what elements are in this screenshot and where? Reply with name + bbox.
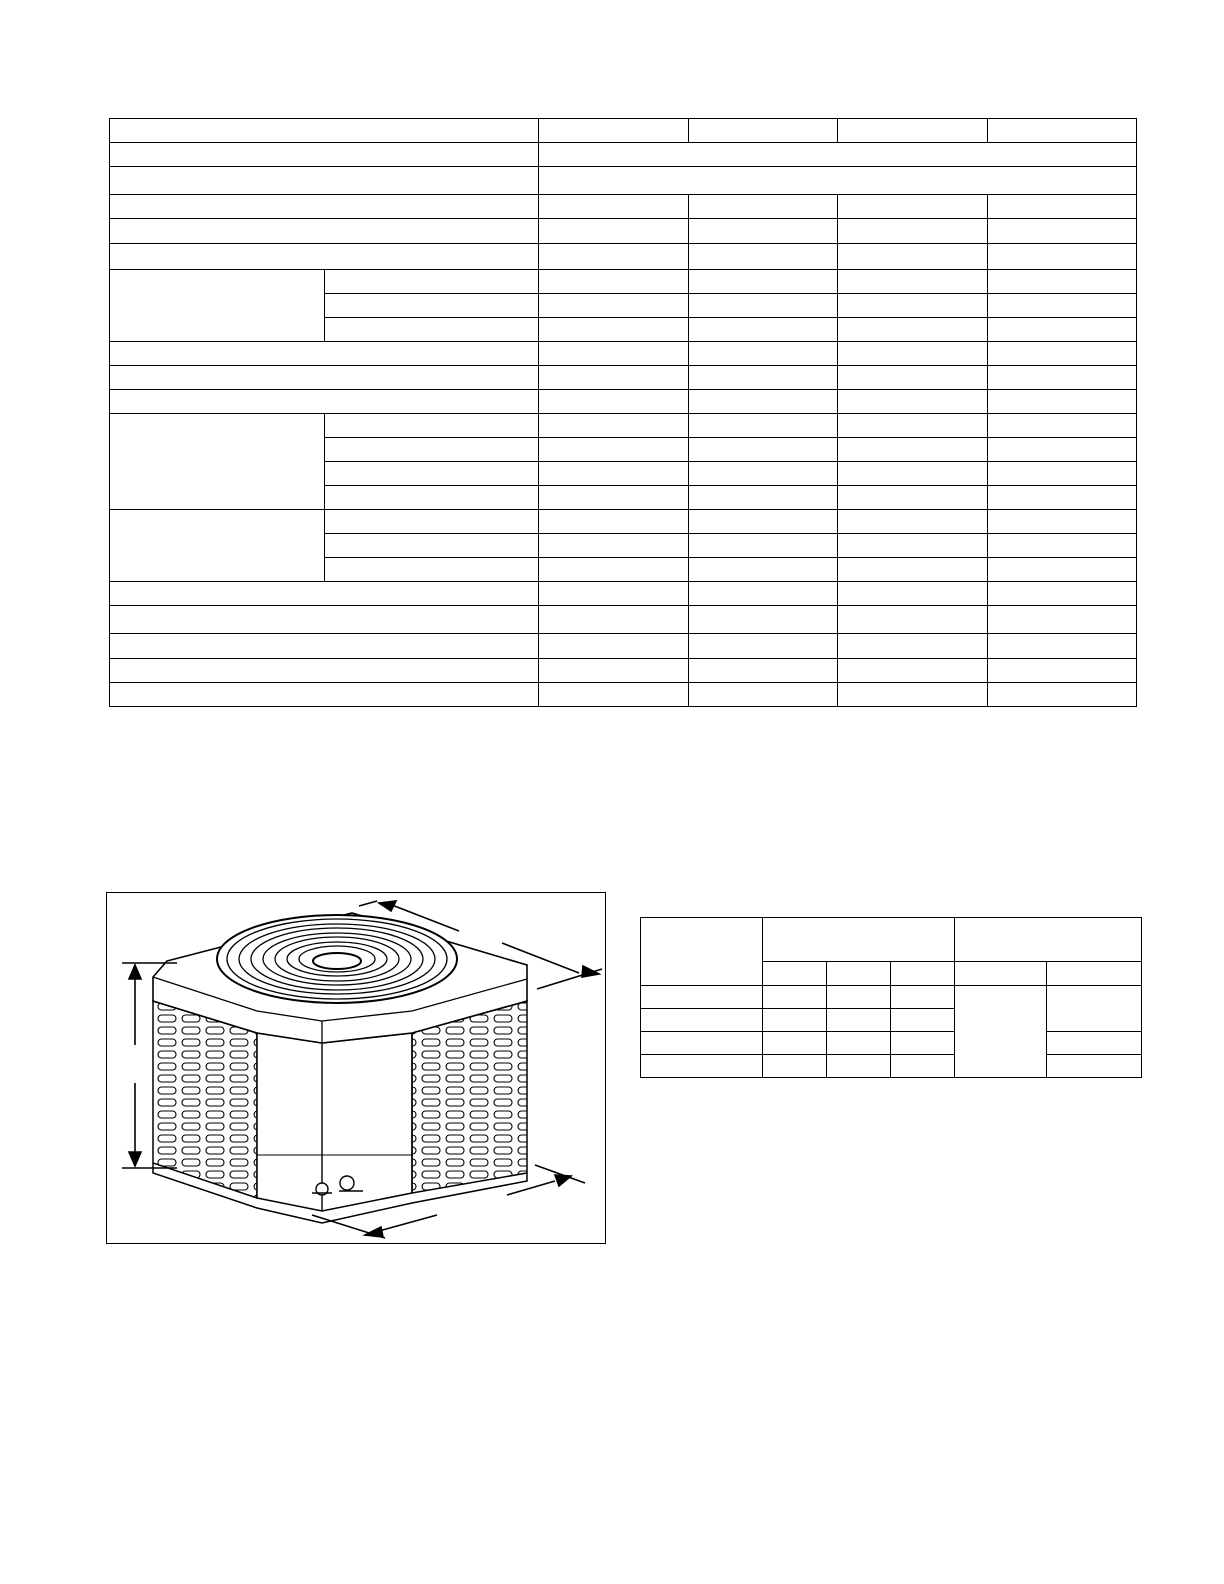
table-cell xyxy=(539,558,688,582)
table-cell xyxy=(110,390,539,414)
table-row xyxy=(110,342,1137,366)
table-cell xyxy=(987,438,1136,462)
table-row xyxy=(110,390,1137,414)
table-cell xyxy=(827,1055,891,1078)
table-cell xyxy=(987,510,1136,534)
table-cell xyxy=(891,1009,955,1032)
table-cell xyxy=(838,659,987,683)
table-cell xyxy=(688,659,837,683)
table-cell xyxy=(688,195,837,219)
specifications-table xyxy=(109,118,1137,707)
table-cell xyxy=(110,683,539,707)
table-cell xyxy=(688,558,837,582)
table-cell xyxy=(110,167,539,195)
table-cell xyxy=(955,986,1047,1078)
table-cell xyxy=(110,244,539,270)
table-cell xyxy=(539,414,688,438)
table-cell xyxy=(838,438,987,462)
table-cell xyxy=(110,342,539,366)
table-subheader-cell xyxy=(891,962,955,986)
table-cell xyxy=(539,534,688,558)
table-header-cell xyxy=(539,119,688,143)
table-header-cell xyxy=(688,119,837,143)
table-cell xyxy=(688,438,837,462)
table-cell xyxy=(324,558,539,582)
table-cell xyxy=(324,294,539,318)
table-cell xyxy=(110,582,539,606)
table-row xyxy=(110,582,1137,606)
table-row xyxy=(641,1055,1142,1078)
table-cell xyxy=(838,342,987,366)
table-cell xyxy=(539,606,688,634)
table-cell xyxy=(688,342,837,366)
table-cell xyxy=(110,634,539,659)
table-cell xyxy=(539,390,688,414)
table-cell xyxy=(539,634,688,659)
table-cell xyxy=(641,1055,763,1078)
table-cell xyxy=(688,366,837,390)
table-cell xyxy=(987,318,1136,342)
table-row xyxy=(641,918,1142,962)
table-cell xyxy=(838,195,987,219)
table-cell xyxy=(827,1009,891,1032)
table-cell xyxy=(324,318,539,342)
table-row xyxy=(110,119,1137,143)
table-header-cell xyxy=(763,918,955,962)
table-cell xyxy=(838,390,987,414)
table-cell xyxy=(641,1032,763,1055)
table-cell xyxy=(641,1009,763,1032)
table-cell xyxy=(891,986,955,1009)
table-cell xyxy=(827,1032,891,1055)
table-cell xyxy=(838,294,987,318)
outdoor-condenser-unit-illustration-icon xyxy=(107,893,607,1245)
table-cell xyxy=(987,634,1136,659)
table-cell xyxy=(838,462,987,486)
table-cell xyxy=(688,294,837,318)
table-cell xyxy=(688,486,837,510)
table-cell xyxy=(688,634,837,659)
table-subheader-cell xyxy=(763,962,827,986)
table-cell xyxy=(827,986,891,1009)
table-cell xyxy=(539,270,688,294)
unit-figure xyxy=(106,892,606,1244)
table-cell xyxy=(688,414,837,438)
table-cell xyxy=(539,510,688,534)
table-row xyxy=(110,683,1137,707)
table-cell xyxy=(987,486,1136,510)
table-cell xyxy=(641,986,763,1009)
table-cell xyxy=(987,462,1136,486)
table-row xyxy=(110,606,1137,634)
table-cell xyxy=(324,534,539,558)
table-cell xyxy=(110,219,539,244)
table-cell xyxy=(539,244,688,270)
table-cell xyxy=(987,534,1136,558)
table-cell xyxy=(110,143,539,167)
table-row xyxy=(110,510,1137,534)
table-cell xyxy=(688,318,837,342)
table-subheader-cell xyxy=(827,962,891,986)
table-cell xyxy=(539,438,688,462)
table-cell xyxy=(539,683,688,707)
table-cell xyxy=(987,270,1136,294)
table-row xyxy=(110,244,1137,270)
table-cell xyxy=(688,606,837,634)
table-cell xyxy=(539,318,688,342)
table-cell xyxy=(838,634,987,659)
table-cell xyxy=(110,659,539,683)
table-cell xyxy=(838,582,987,606)
table-cell xyxy=(987,294,1136,318)
table-group-cell xyxy=(110,510,325,582)
table-cell xyxy=(838,510,987,534)
table-cell xyxy=(891,1032,955,1055)
table-subheader-cell xyxy=(955,962,1047,986)
table-cell xyxy=(838,244,987,270)
table-cell xyxy=(539,582,688,606)
table-cell xyxy=(838,366,987,390)
table-cell xyxy=(539,486,688,510)
table-group-cell xyxy=(110,270,325,342)
table-cell xyxy=(838,414,987,438)
table-row xyxy=(110,167,1137,195)
table-cell xyxy=(838,219,987,244)
table-cell xyxy=(539,219,688,244)
table-cell xyxy=(987,558,1136,582)
table-cell xyxy=(688,219,837,244)
table-cell xyxy=(688,462,837,486)
table-cell xyxy=(688,534,837,558)
table-cell xyxy=(324,438,539,462)
table-cell xyxy=(987,414,1136,438)
table-cell xyxy=(539,366,688,390)
table-cell xyxy=(539,294,688,318)
table-header-cell xyxy=(955,918,1142,962)
table-cell xyxy=(987,219,1136,244)
table-header-cell xyxy=(838,119,987,143)
table-cell xyxy=(1047,1032,1142,1055)
table-cell xyxy=(1047,986,1142,1032)
table-cell xyxy=(838,683,987,707)
table-cell xyxy=(838,318,987,342)
table-cell xyxy=(763,1055,827,1078)
table-cell xyxy=(838,558,987,582)
table-group-cell xyxy=(110,414,325,510)
table-header-cell xyxy=(987,119,1136,143)
table-row xyxy=(110,366,1137,390)
table-cell xyxy=(539,143,1137,167)
table-cell xyxy=(763,1009,827,1032)
table-cell xyxy=(539,167,1137,195)
table-cell xyxy=(324,462,539,486)
table-cell xyxy=(539,659,688,683)
table-cell xyxy=(987,244,1136,270)
table-header-cell xyxy=(110,119,539,143)
table-cell xyxy=(688,270,837,294)
table-cell xyxy=(838,606,987,634)
table-cell xyxy=(838,270,987,294)
table-cell xyxy=(891,1055,955,1078)
table-row xyxy=(110,659,1137,683)
table-row xyxy=(110,195,1137,219)
table-cell xyxy=(324,486,539,510)
table-cell xyxy=(688,683,837,707)
table-cell xyxy=(1047,1055,1142,1078)
table-row xyxy=(110,414,1137,438)
table-cell xyxy=(110,366,539,390)
table-row xyxy=(641,986,1142,1009)
table-cell xyxy=(539,195,688,219)
table-cell xyxy=(987,195,1136,219)
table-cell xyxy=(324,510,539,534)
table-cell xyxy=(110,606,539,634)
table-cell xyxy=(539,462,688,486)
table-cell xyxy=(987,683,1136,707)
table-row xyxy=(110,219,1137,244)
dimensions-table xyxy=(640,917,1142,1078)
table-cell xyxy=(987,606,1136,634)
table-cell xyxy=(838,486,987,510)
table-cell xyxy=(838,534,987,558)
table-cell xyxy=(987,390,1136,414)
table-cell xyxy=(987,366,1136,390)
table-subheader-cell xyxy=(1047,962,1142,986)
table-cell xyxy=(987,659,1136,683)
table-cell xyxy=(324,414,539,438)
table-cell xyxy=(688,510,837,534)
table-cell xyxy=(987,582,1136,606)
table-header-cell xyxy=(641,918,763,986)
table-cell xyxy=(763,1032,827,1055)
table-cell xyxy=(987,342,1136,366)
table-cell xyxy=(539,342,688,366)
table-row xyxy=(110,270,1137,294)
table-cell xyxy=(110,195,539,219)
table-cell xyxy=(688,244,837,270)
table-row xyxy=(641,1032,1142,1055)
table-cell xyxy=(688,390,837,414)
table-cell xyxy=(763,986,827,1009)
table-row xyxy=(110,143,1137,167)
table-cell xyxy=(688,582,837,606)
table-cell xyxy=(324,270,539,294)
table-row xyxy=(110,634,1137,659)
